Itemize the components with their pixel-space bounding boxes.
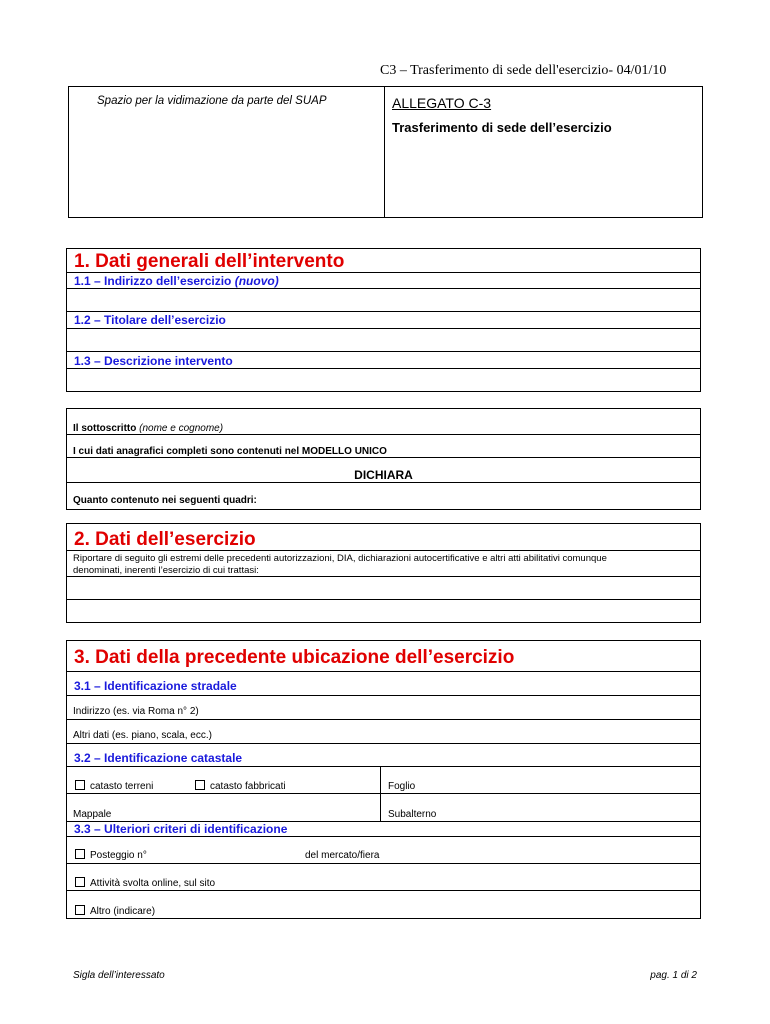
altri-dati-field[interactable] [67,720,700,742]
indirizzo-field[interactable] [67,696,700,718]
section2-instr-2: denominati, inerenti l’esercizio di cui trattasi: [73,565,259,576]
altro-checkbox[interactable] [75,905,85,915]
sottoscritto-text: Il sottoscritto [73,423,137,434]
section1-1-label [74,274,279,288]
online-checkbox[interactable] [75,877,85,887]
posteggio-option[interactable] [75,849,147,861]
online-option[interactable] [75,877,215,889]
foglio-label: Foglio [388,781,416,792]
altro-option[interactable] [75,905,155,917]
section1-title: 1. Dati generali dell’intervento [74,251,345,272]
posteggio-label: Posteggio n° [90,850,147,861]
section1-1-text: 1.1 – Indirizzo dell’esercizio [74,274,232,288]
anagrafici-label: I cui dati anagrafici completi sono contenuti nel MODELLO UNICO [73,446,387,457]
online-label: Attività svolta online, sul sito [90,878,216,889]
catasto-fabbricati-option[interactable] [195,780,286,792]
document-code: C3 – Trasferimento di sede dell'esercizio- 04/01/10 [380,63,667,78]
section2-instr-1: Riportare di seguito gli estremi delle precedenti autorizzazioni, DIA, dichiarazioni autocertificative e altri atti abilitativi comunque [73,553,607,564]
section2-field-1[interactable] [67,577,700,599]
page-number: pag. 1 di 2 [650,970,697,981]
catasto-fabbricati-label: catasto fabbricati [210,781,286,792]
quanto-label: Quanto contenuto nei seguenti quadri: [73,495,257,506]
section3-2-label: 3.2 – Identificazione catastale [74,751,243,765]
allegato-title: Trasferimento di sede dell’esercizio [392,120,612,135]
altro-label: Altro (indicare) [90,906,156,917]
subalterno-label: Subalterno [388,809,437,820]
catasto-terreni-label: catasto terreni [90,781,154,792]
address-field[interactable] [67,289,700,311]
descrizione-field[interactable] [67,369,700,391]
dichiara-label: DICHIARA [354,468,413,482]
allegato-label: ALLEGATO C-3 [392,95,492,111]
mercato-label: del mercato/fiera [305,850,380,861]
catasto-terreni-checkbox[interactable] [75,780,85,790]
section3-title: 3. Dati della precedente ubicazione dell’esercizio [74,647,515,668]
suap-space-label: Spazio per la vidimazione da parte del SUAP [97,95,327,107]
section2-title: 2. Dati dell’esercizio [74,529,256,550]
section1-2-label: 1.2 – Titolare dell’esercizio [74,313,226,327]
posteggio-checkbox[interactable] [75,849,85,859]
sottoscritto-note: (nome e cognome) [139,423,224,434]
catasto-terreni-option[interactable] [75,780,153,792]
titolare-field[interactable] [67,329,700,351]
mappale-label: Mappale [73,809,112,820]
section3-1-label: 3.1 – Identificazione stradale [74,679,237,693]
indirizzo-label: Indirizzo (es. via Roma n° 2) [73,706,199,717]
section2-field-2[interactable] [67,600,700,622]
sigla-label: Sigla dell’interessato [73,970,165,981]
section1-1-note: (nuovo) [234,274,279,288]
altri-dati-label: Altri dati (es. piano, scala, ecc.) [73,730,212,741]
catasto-fabbricati-checkbox[interactable] [195,780,205,790]
section3-3-label: 3.3 – Ulteriori criteri di identificazione [74,822,288,836]
sottoscritto-label [73,423,223,434]
section1-3-label: 1.3 – Descrizione intervento [74,354,233,368]
